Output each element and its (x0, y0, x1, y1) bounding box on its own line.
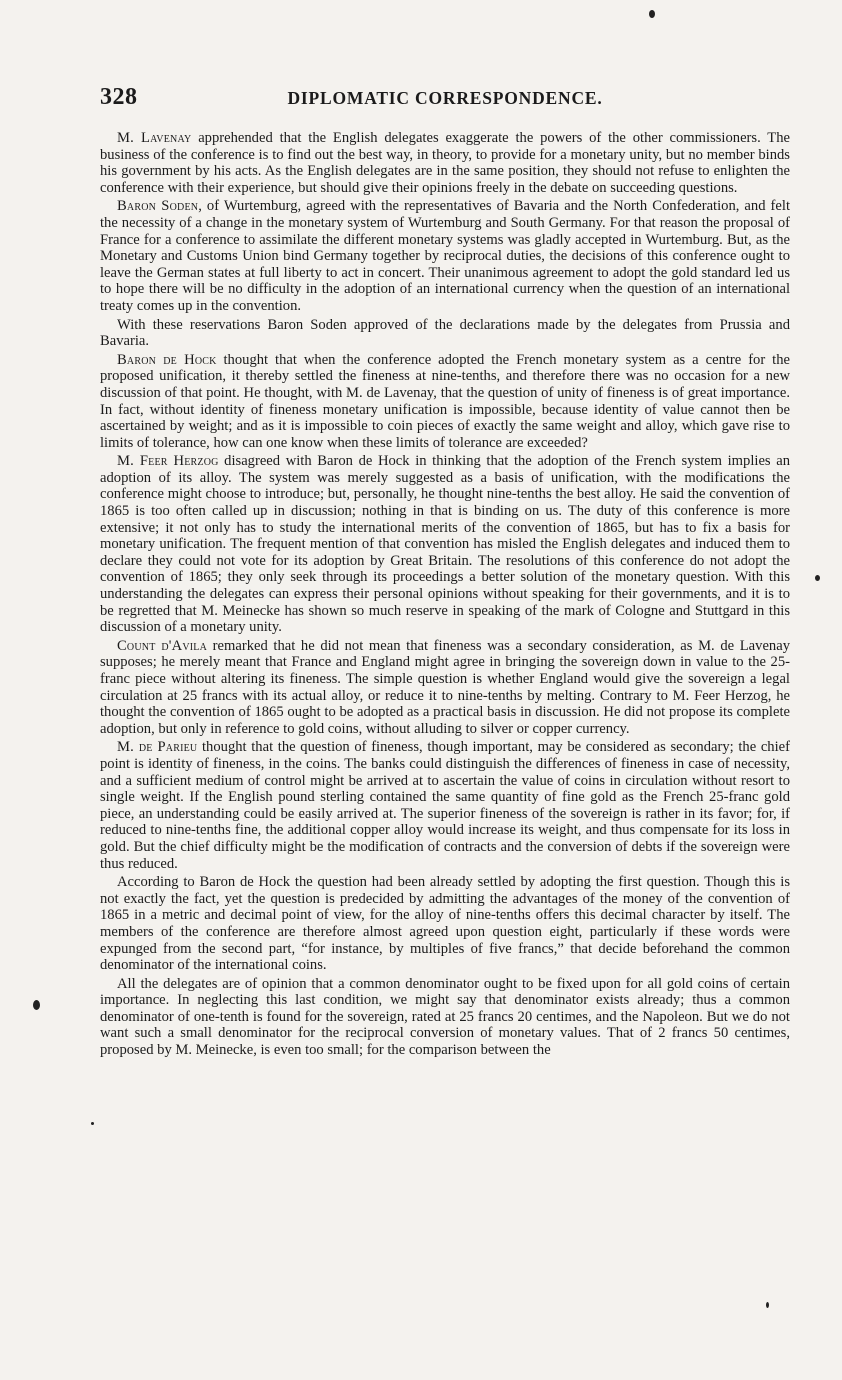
paragraph (100, 352, 790, 452)
speaker-name: M. de Parieu (117, 739, 198, 756)
paragraph-text: disagreed with Baron de Hock in thinking that the adoption of the French system implies an adoption of its alloy. The system was merely suggested as a basis of unification, with the modifications the conference might choose to introduce; but, personally, he thought nine-tenths the best alloy. He said the convention of 1865 is too often called up in discussion; nothing in that is binding on us. The duty of this conference is more extensive; it not only has to study the international merits of the convention of 1865, but has to fix a basis for monetary unification. The frequent mention of that convention has misled the English delegates and induced them to declare they could not vote for its adoption by Great Britain. The resolutions of this conference do not adopt the convention of 1865; they only seek through its proceedings a better solution of the monetary question. With this understanding the delegates can express their personal opinions without speaking for their governments, and it is to be regretted that M. Meinecke has shown so much reserve in speaking of the mark of Cologne and Stuttgard in this discussion of a monetary unity. (100, 453, 790, 636)
speaker-name: M. Lavenay (117, 130, 192, 146)
paragraph-text: , of Wurtemburg, agreed with the representatives of Bavaria and the North Confederation, and felt the necessity of a change in the monetary system of Wurtemburg and South Germany. For that reason the proposal of France for a conference to assimilate the different monetary systems was gladly accepted in Wurtemburg. But, as the Monetary and Customs Union bind Germany together by reciprocal duties, the decisions of this conference ought to leave the German states at full liberty to act in concert. Their unanimous agreement to adopt the gold standard led us to hope there will be no difficulty in the adoption of an international currency when the question of an international treaty comes up in the convention. (100, 198, 790, 314)
paragraph (100, 453, 790, 636)
paragraph (100, 874, 790, 974)
speaker-name: Baron Soden (117, 198, 199, 215)
speaker-name: Baron de Hock (117, 351, 217, 368)
running-title: DIPLOMATIC CORRESPONDENCE. (287, 88, 603, 108)
speaker-name: Count d'Avila (117, 637, 208, 654)
paragraph (100, 198, 790, 314)
paragraph-text: All the delegates are of opinion that a common denominator ought to be fixed upon for all gold coins of certain importance. In neglecting this last condition, we might say that denominator exists already; thus a common denominator of one-tenth is found for the sovereign, rated at 25 francs 20 centimes, and the Napoleon. But we do not want such a small denominator for the reciprocal conversion of monetary values. That of 2 francs 50 centimes, proposed by M. Meinecke, is even too small; for the comparison between the (100, 975, 790, 1059)
paragraph-text: With these reservations Baron Soden approved of the declarations made by the delegates from Prussia and Bavaria. (100, 316, 790, 350)
paragraph (100, 638, 790, 738)
paragraph-text: thought that the question of fineness, though important, may be considered as secondary; the chief point is identity of fineness, in the coins. The banks could distinguish the differences of fineness in case of necessity, and a sufficient medium of control might be arrived at to ascertain the value of coins in circulation without resort to single weight. If the English pound sterling contained the same quantity of fine gold as the French 25-franc gold piece, an understanding could be easily arrived at. The superior fineness of the sovereign is rather in its favor; for, if reduced to nine-tenths fine, the additional copper alloy would increase its weight, and thus compensate for its loss in gold. But the chief difficulty might be the modification of contracts and the conversion of debts if the sovereign were thus reduced. (100, 739, 790, 872)
paragraph-text: thought that when the conference adopted the French monetary system as a centre for the proposed unification, it thereby settled the fineness at nine-tenths, and therefore there was no occasion for a new discussion of that point. He thought, with M. de Lavenay, that the question of unity of fineness is of great importance. In fact, without identity of fineness monetary unification is impossible, because identity of value cannot then be ascertained by weight; and as it is impossible to coin pieces of exactly the same weight and alloy, which gave rise to limits of tolerance, how can one know when these limits of tolerance are exceeded? (100, 351, 790, 451)
speaker-name: M. Feer Herzog (117, 453, 219, 470)
page-header (100, 84, 790, 114)
page-number: 328 (100, 84, 138, 110)
paragraph (100, 739, 790, 872)
ink-speck (33, 1000, 40, 1010)
paragraph-text: remarked that he did not mean that fineness was a secondary consideration, as M. de Lavenay supposes; he merely meant that France and England might agree in bringing the sovereign down in value to the 25-franc piece without altering its fineness. The simple question is whether England would give the sovereign a legal circulation at 25 francs with its actual alloy, or reduce it to nine-tenths by melting. Contrary to M. Feer Herzog, he thought the convention of 1865 ought to be adopted as a practical basis in discussion. He did not propose its complete adoption, but only in reference to gold coins, without alluding to silver or copper currency. (100, 637, 790, 737)
paragraph-text: According to Baron de Hock the question had been already settled by adopting the first question. Though this is not exactly the fact, yet the question is predecided by admitting the advantages of the money of the convention of 1865 in a metric and decimal point of view, for the alloy of nine-tenths offers this decimal character by itself. The members of the conference are therefore almost agreed upon question eight, particularly if these words were expunged from the second part, “for instance, by multiples of five francs,” that decide beforehand the common denominator of the international coins. (100, 874, 790, 974)
body-text (100, 130, 790, 1061)
ink-speck (815, 575, 820, 581)
ink-speck (766, 1302, 769, 1308)
ink-speck (91, 1122, 94, 1125)
paragraph-text: apprehended that the English delegates exaggerate the powers of the other commissioners. The business of the conference is to find out the best way, in theory, to provide for a monetary unity, but no member binds his government by his acts. As the English delegates are in the same position, they should not refuse to enlighten the conference with their experience, but should give their opinions freely in the debate on succeeding questions. (100, 130, 790, 196)
paragraph (100, 317, 790, 350)
paragraph (100, 976, 790, 1059)
paragraph (100, 130, 790, 196)
ink-speck (649, 10, 655, 18)
